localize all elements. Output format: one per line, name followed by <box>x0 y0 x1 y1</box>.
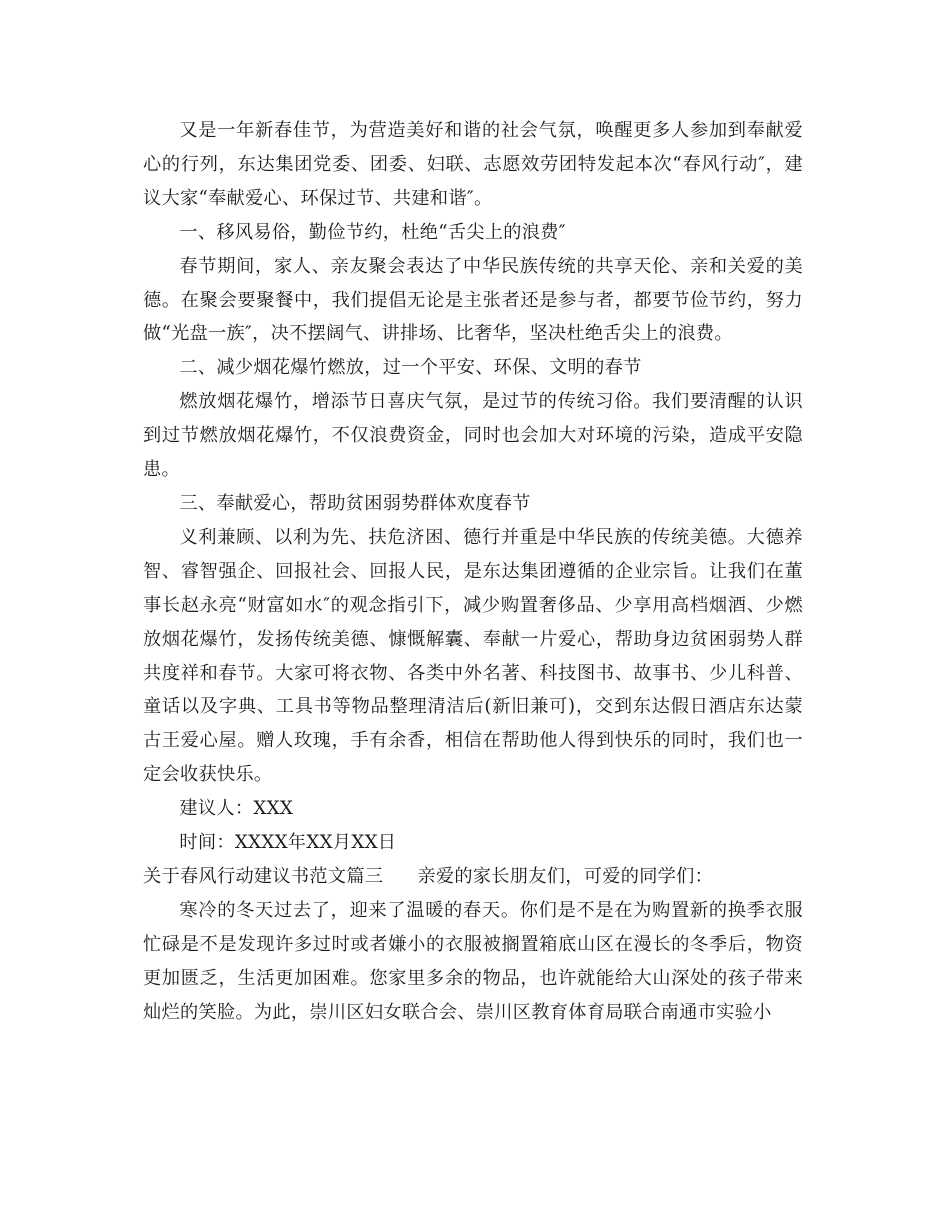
closing-paragraph: 寒冷的冬天过去了，迎来了温暖的春天。你们是不是在为购置新的换季衣服忙碌是不是发现许多过时或者嫌小的衣服被搁置箱底山区在漫长的冬季后，物资更加匮乏，生活更加困难。您家里多余的物品，也许就能给大山深处的孩子带来灿烂的笑脸。为此，崇川区妇女联合会、崇川区教育体育局联合南通市实验小 <box>143 899 803 1023</box>
heading-three: 三、奉献爱心，帮助贫困弱势群体欢度春节 <box>179 492 531 514</box>
greeting: 亲爱的家长朋友们，可爱的同学们： <box>417 865 714 887</box>
document-body <box>143 114 803 1029</box>
proposer-line: 建议人：XXX <box>179 798 294 820</box>
intro-paragraph: 又是一年新春佳节，为营造美好和谐的社会气氛，唤醒更多人参加到奉献爱心的行列，东达集团党委、团委、妇联、志愿效劳团特发起本次“春风行动″，建议大家“奉献爱心、环保过节、共建和谐″。 <box>143 120 803 209</box>
paragraph-charity: 义利兼顾、以利为先、扶危济困、德行并重是中华民族的传统美德。大德养智、睿智强企、回报社会、回报人民，是东达集团遵循的企业宗旨。让我们在董事长赵永亮“财富如水″的观念指引下，减少购置奢侈品、少享用高档烟酒、少燃放烟花爆竹，发扬传统美德、慷慨解囊、奉献一片爱心，帮助身边贫困弱势人群共度祥和春节。大家可将衣物、各类中外名著、科技图书、故事书、少儿科普、童话以及字典、工具书等物品整理清洁后(新旧兼可)，交到东达假日酒店东达蒙古王爱心屋。赠人玫瑰，手有余香，相信在帮助他人得到快乐的同时，我们也一定会收获快乐。 <box>143 526 803 786</box>
paragraph-frugality: 春节期间，家人、亲友聚会表达了中华民族传统的共享天伦、亲和关爱的美德。在聚会要聚餐中，我们提倡无论是主张者还是参与者，都要节俭节约，努力做“光盘一族″，决不摆阔气、讲排场、比奢华，坚决杜绝舌尖上的浪费。 <box>143 255 803 345</box>
date-line: 时间：XXXX年XX月XX日 <box>179 832 397 854</box>
heading-one: 一、移风易俗，勤俭节约，杜绝“舌尖上的浪费″ <box>179 221 566 243</box>
section-heading-line <box>143 860 803 894</box>
heading-two: 二、减少烟花爆竹燃放，过一个平安、环保、文明的春节 <box>179 357 642 379</box>
paragraph-fireworks: 燃放烟花爆竹，增添节日喜庆气氛，是过节的传统习俗。我们要清醒的认识到过节燃放烟花爆竹，不仅浪费资金，同时也会加大对环境的污染，造成平安隐患。 <box>143 391 803 481</box>
section-heading: 关于春风行动建议书范文篇三 <box>143 865 384 887</box>
